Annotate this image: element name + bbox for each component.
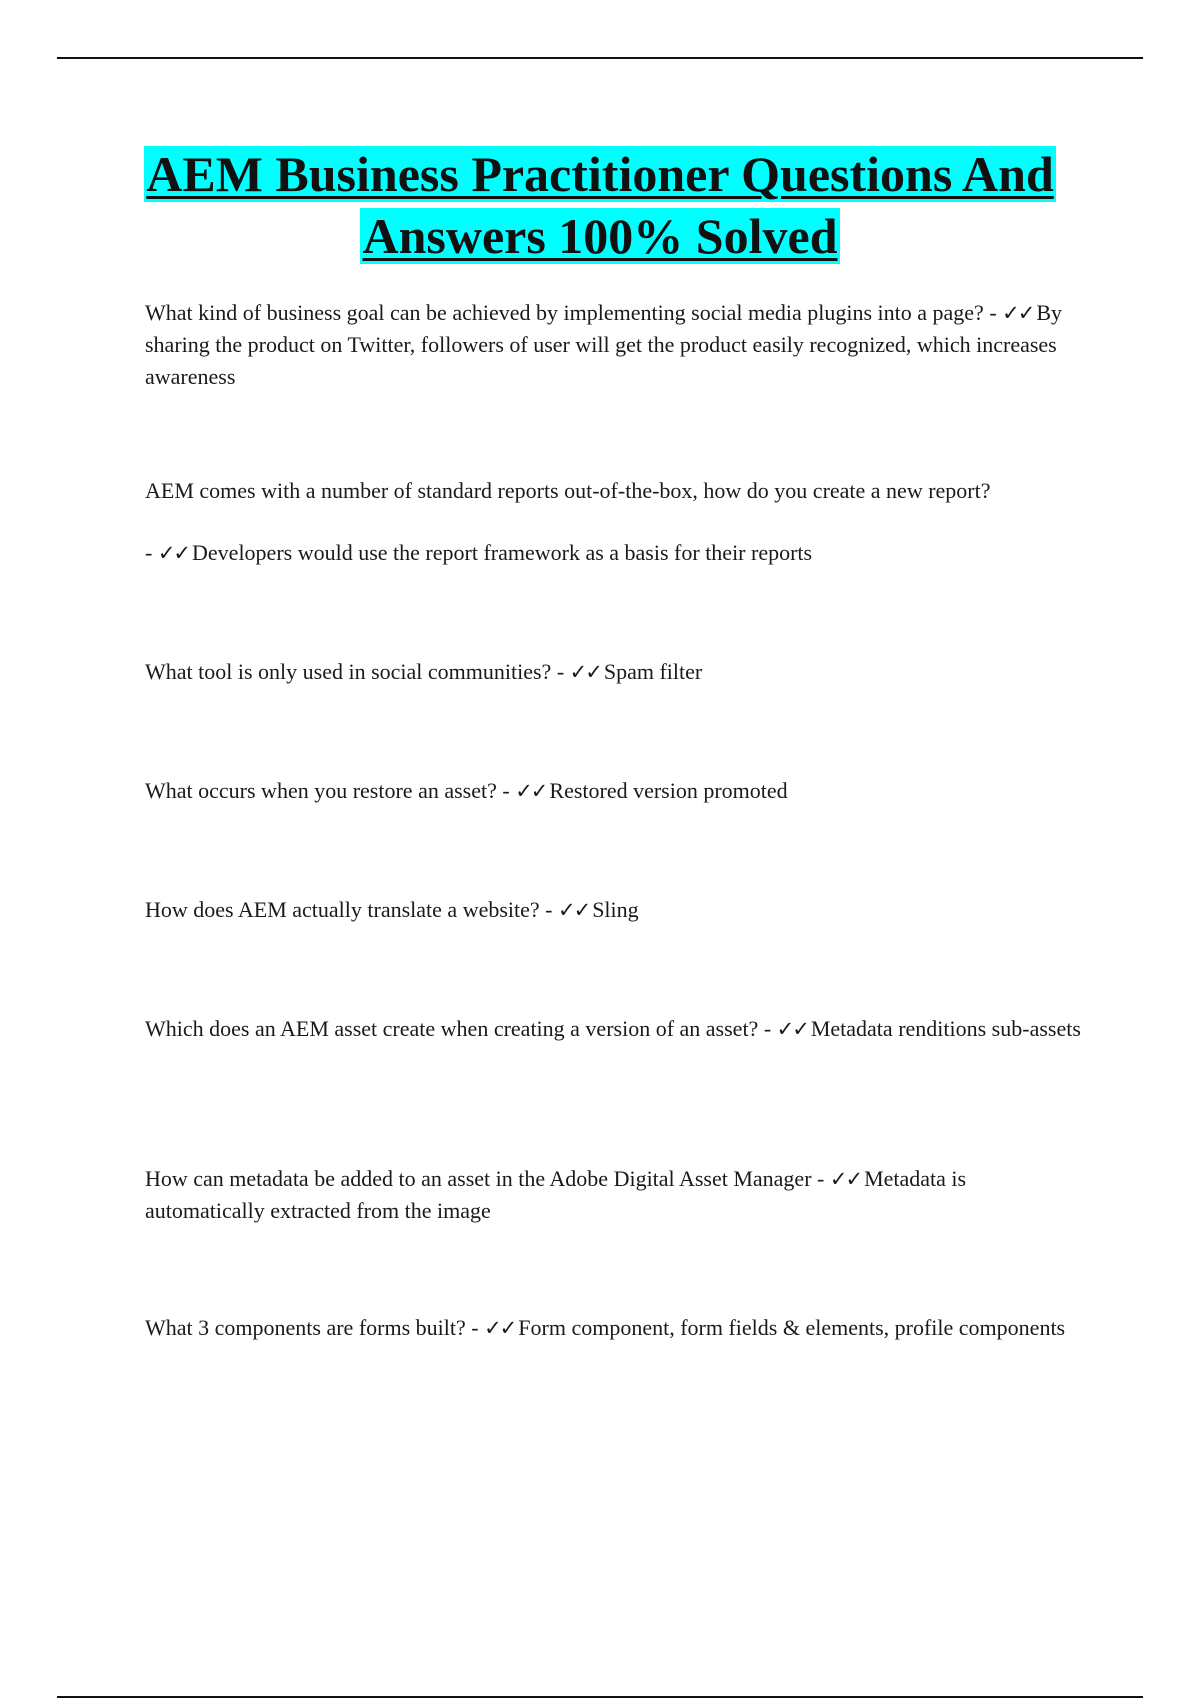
question-text: How does AEM actually translate a website? - xyxy=(145,897,553,922)
qa-item-4 xyxy=(145,775,1085,807)
answer-text: By sharing the product on Twitter, followers of user will get the product easily recognized, which increases awareness xyxy=(145,300,1063,389)
qa-item-1 xyxy=(145,297,1085,393)
double-check-icon: ✓✓ xyxy=(557,898,590,922)
question-text: Which does an AEM asset create when creating a version of an asset? - xyxy=(145,1016,772,1041)
double-check-icon: ✓✓ xyxy=(569,660,601,684)
double-check-icon: ✓✓ xyxy=(515,779,547,803)
footer-rule xyxy=(57,1696,1143,1698)
qa-item-2-answer xyxy=(145,537,1085,569)
double-check-icon: ✓✓ xyxy=(829,1167,862,1191)
qa-item-5 xyxy=(145,894,1085,926)
double-check-icon: ✓✓ xyxy=(1002,301,1034,325)
qa-item-3 xyxy=(145,656,1085,688)
question-text: How can metadata be added to an asset in the Adobe Digital Asset Manager - xyxy=(145,1166,825,1191)
answer-text: Metadata renditions sub-assets xyxy=(810,1016,1081,1041)
title-line-2: Answers 100% Solved xyxy=(362,208,838,264)
answer-text: Spam filter xyxy=(603,659,703,684)
question-text: What 3 components are forms built? - xyxy=(145,1315,479,1340)
document-title xyxy=(100,143,1100,267)
title-line-1: AEM Business Practitioner Questions And xyxy=(146,146,1054,202)
qa-item-7 xyxy=(145,1163,1085,1227)
answer-text: Sling xyxy=(592,897,639,922)
double-check-icon: ✓✓ xyxy=(157,541,190,565)
question-text: What kind of business goal can be achieved by implementing social media plugins into a page? - xyxy=(145,300,997,325)
question-text: AEM comes with a number of standard reports out-of-the-box, how do you create a new report? xyxy=(145,478,991,503)
answer-text: Restored version promoted xyxy=(549,778,788,803)
question-text: What occurs when you restore an asset? - xyxy=(145,778,510,803)
question-dash: - xyxy=(145,540,153,565)
qa-item-8 xyxy=(145,1312,1085,1344)
question-text: What tool is only used in social communities? - xyxy=(145,659,565,684)
title-block xyxy=(100,143,1100,267)
double-check-icon: ✓✓ xyxy=(484,1316,516,1340)
answer-text: Developers would use the report framework as a basis for their reports xyxy=(192,540,813,565)
header-rule xyxy=(57,57,1143,59)
qa-item-6 xyxy=(145,1013,1085,1045)
answer-text: Metadata is automatically extracted from the image xyxy=(145,1166,967,1223)
double-check-icon: ✓✓ xyxy=(776,1017,808,1041)
qa-item-2-question xyxy=(145,475,1085,507)
answer-text: Form component, form fields & elements, profile components xyxy=(518,1315,1066,1340)
